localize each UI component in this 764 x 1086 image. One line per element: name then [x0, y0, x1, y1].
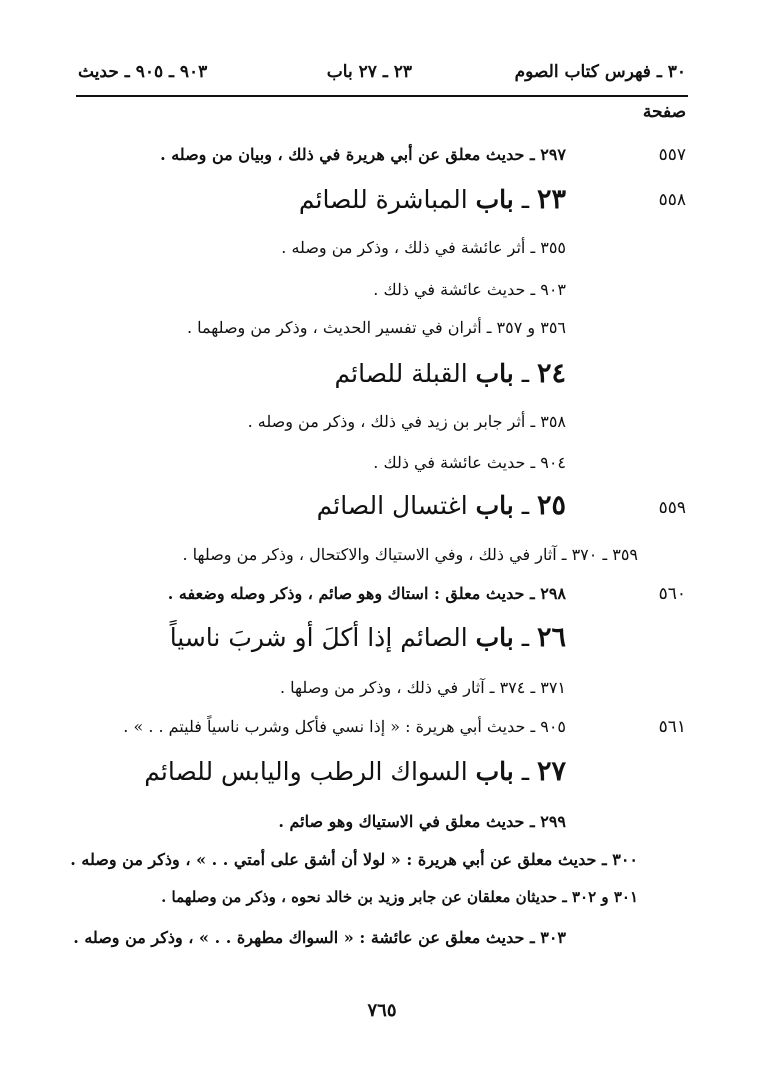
- chapter-title: [335, 358, 567, 389]
- chapter-dash: ـ: [513, 491, 530, 520]
- header-bab-range: ٢٣ ـ ٢٧ باب: [326, 62, 412, 82]
- page-number: ٥٦١: [658, 717, 686, 737]
- entry-text: ٣٥٦ و ٣٥٧ ـ أثران في تفسير الحديث ، وذكر من وصلهما .: [186, 318, 566, 337]
- page-number: ٥٥٨: [658, 190, 686, 210]
- header-chapter-title: ٣٠ ـ فهرس كتاب الصوم: [514, 62, 686, 82]
- entry-text: ٣٥٨ ـ أثر جابر بن زيد في ذلك ، وذكر من وصله .: [247, 412, 566, 431]
- chapter-name: المباشرة للصائم: [298, 185, 468, 214]
- chapter-bab: باب: [475, 185, 514, 214]
- entry-text: ٣٥٥ ـ أثر عائشة في ذلك ، وذكر من وصله .: [281, 238, 566, 257]
- chapter-bab: باب: [475, 491, 514, 520]
- page-number: ٥٥٧: [658, 145, 686, 165]
- entry-text: ٢٩٨ ـ حديث معلق : استاك وهو صائم ، وذكر وصله وضعفه .: [167, 584, 566, 603]
- chapter-number: ٢٥: [536, 490, 566, 521]
- entry-text: ٣٠٠ ـ حديث معلق عن أبي هريرة : « لولا أن أشق على أمتي . . » ، وذكر من وصله .: [70, 850, 638, 869]
- chapter-number: ٢٦: [536, 622, 566, 653]
- page-number: ٥٥٩: [658, 498, 686, 518]
- chapter-name: السواك الرطب واليابس للصائم: [144, 757, 468, 786]
- chapter-dash: ـ: [513, 757, 530, 786]
- chapter-title: [144, 756, 566, 787]
- chapter-number: ٢٣: [536, 184, 566, 215]
- chapter-number: ٢٤: [536, 358, 566, 389]
- chapter-dash: ـ: [513, 623, 530, 652]
- chapter-title: [170, 622, 566, 653]
- entry-text: ٣٠٣ ـ حديث معلق عن عائشة : « السواك مطهرة . . » ، وذكر من وصله .: [73, 928, 566, 947]
- chapter-name: اغتسال الصائم: [316, 491, 468, 520]
- entry-text: ٩٠٤ ـ حديث عائشة في ذلك .: [373, 453, 566, 472]
- page-number: ٥٦٠: [658, 584, 686, 604]
- entry-text: ٩٠٥ ـ حديث أبي هريرة : « إذا نسي فأكل وشرب ناسياً فليتم . . » .: [123, 717, 566, 736]
- chapter-dash: ـ: [513, 185, 530, 214]
- chapter-number: ٢٧: [536, 756, 566, 787]
- page-footer-number: ٧٦٥: [367, 1000, 397, 1021]
- chapter-name: القبلة للصائم: [334, 359, 468, 388]
- chapter-bab: باب: [475, 757, 514, 786]
- entry-text: ٢٩٧ ـ حديث معلق عن أبي هريرة في ذلك ، وبيان من وصله .: [160, 145, 566, 164]
- entry-text: ٣٠١ و ٣٠٢ ـ حديثان معلقان عن جابر وزيد بن خالد نحوه ، وذكر من وصلهما .: [161, 888, 638, 906]
- chapter-name: الصائم إذا أكلَ أو شربَ ناسياً: [169, 623, 468, 652]
- chapter-dash: ـ: [513, 359, 530, 388]
- chapter-bab: باب: [475, 359, 514, 388]
- chapter-title: [299, 184, 566, 215]
- header-rule: [76, 95, 688, 97]
- header-hadith-range: ٩٠٣ ـ ٩٠٥ ـ حديث: [78, 62, 208, 82]
- page-column-label: صفحة: [642, 102, 686, 122]
- chapter-title: [317, 490, 566, 521]
- entry-text: ٣٧١ ـ ٣٧٤ ـ آثار في ذلك ، وذكر من وصلها .: [279, 678, 566, 697]
- entry-text: ٣٥٩ ـ ٣٧٠ ـ آثار في ذلك ، وفي الاستياك والاكتحال ، وذكر من وصلها .: [182, 545, 638, 564]
- entry-text: ٩٠٣ ـ حديث عائشة في ذلك .: [373, 280, 566, 299]
- entry-text: ٢٩٩ ـ حديث معلق في الاستياك وهو صائم .: [278, 812, 566, 831]
- chapter-bab: باب: [475, 623, 514, 652]
- running-header: [78, 62, 686, 92]
